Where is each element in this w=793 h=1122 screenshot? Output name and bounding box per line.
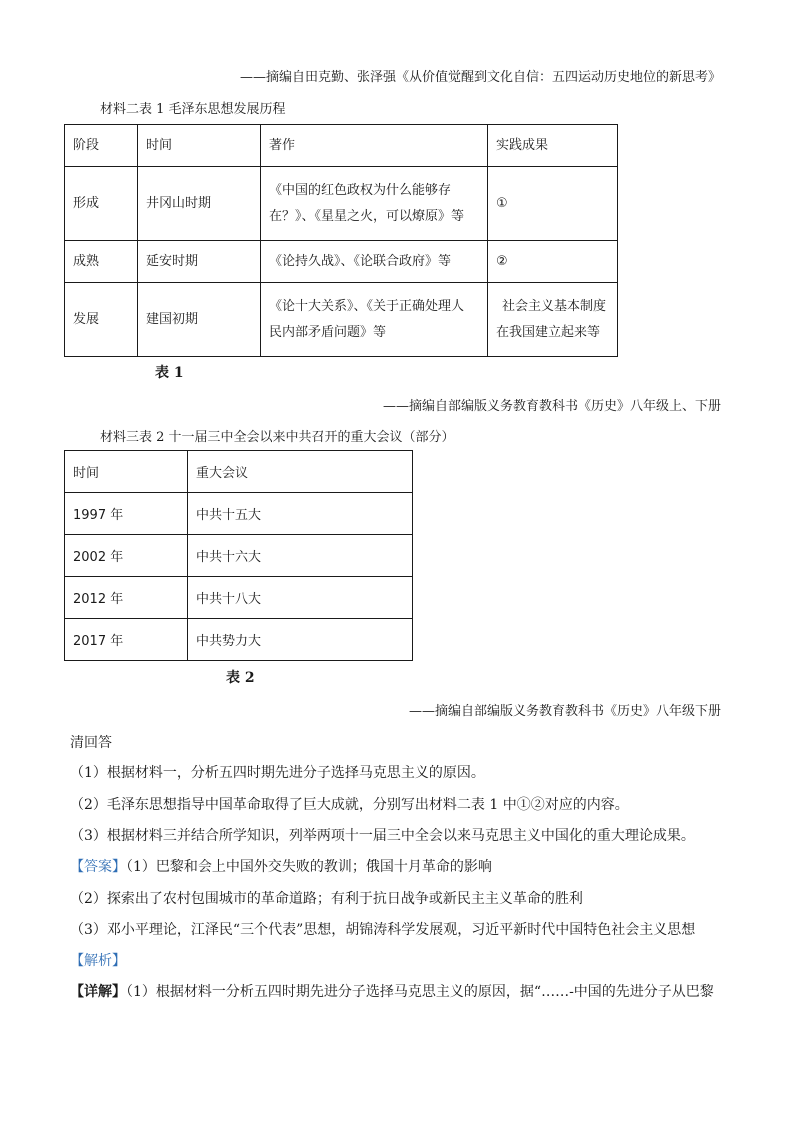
detail-tag: 【详解】 bbox=[70, 984, 126, 1000]
answer-3: （3）邓小平理论，江泽民“三个代表”思想，胡锦涛科学发展观，习近平新时代中国特色社会主义思想 bbox=[70, 922, 696, 938]
table-row bbox=[65, 241, 618, 283]
table2-cell: 2017 年 bbox=[65, 619, 188, 661]
table1-cell: 建国初期 bbox=[138, 283, 261, 357]
table-row bbox=[65, 167, 618, 241]
answer-1: （1）巴黎和会上中国外交失败的教训；俄国十月革命的影响 bbox=[126, 859, 492, 875]
table1-header: 时间 bbox=[138, 125, 261, 167]
answer-tag: 【答案】 bbox=[70, 859, 126, 875]
table1-cell: 发展 bbox=[65, 283, 138, 357]
table1-cell: 社会主义基本制度 在我国建立起来等 bbox=[488, 283, 618, 357]
table1-cell: 形成 bbox=[65, 167, 138, 241]
table2-label: 表 2 bbox=[226, 670, 255, 686]
detail-text: （1）根据材料一分析五四时期先进分子选择马克思主义的原因，据“……-中国的先进分子从巴黎 bbox=[126, 984, 714, 1000]
table1-cell: 成熟 bbox=[65, 241, 138, 283]
table-row bbox=[65, 619, 413, 661]
table2-header-row bbox=[65, 451, 413, 493]
table2-cell: 中共十八大 bbox=[188, 577, 413, 619]
table1-header-row bbox=[65, 125, 618, 167]
table1-label: 表 1 bbox=[155, 365, 184, 381]
table-2 bbox=[64, 450, 413, 661]
table1-header: 实践成果 bbox=[488, 125, 618, 167]
table1-cell: 井冈山时期 bbox=[138, 167, 261, 241]
table1-cell: 《论持久战》、《论联合政府》等 bbox=[261, 241, 488, 283]
analysis-tag: 【解析】 bbox=[70, 953, 126, 969]
table2-cell: 1997 年 bbox=[65, 493, 188, 535]
prompt-text: 清回答 bbox=[70, 735, 112, 751]
question-3: （3）根据材料三并结合所学知识，列举两项十一届三中全会以来马克思主义中国化的重大理论成果。 bbox=[70, 828, 695, 844]
table-row bbox=[65, 283, 618, 357]
table-1 bbox=[64, 124, 618, 357]
material2-caption: 材料二表 1 毛泽东思想发展历程 bbox=[100, 102, 286, 117]
detail-line bbox=[70, 981, 714, 1001]
table1-cell: ② bbox=[488, 241, 618, 283]
table2-cell: 2002 年 bbox=[65, 535, 188, 577]
question-1: （1）根据材料一，分析五四时期先进分子选择马克思主义的原因。 bbox=[70, 765, 485, 781]
table2-cell: 2012 年 bbox=[65, 577, 188, 619]
source-citation-3: ——摘编自部编版义务教育教科书《历史》八年级下册 bbox=[408, 704, 721, 719]
source-citation-1: ——摘编自田克勤、张泽强《从价值觉醒到文化自信：五四运动历史地位的新思考》 bbox=[239, 70, 721, 85]
table1-header: 阶段 bbox=[65, 125, 138, 167]
table2-cell: 中共十五大 bbox=[188, 493, 413, 535]
table-row bbox=[65, 535, 413, 577]
table-row bbox=[65, 577, 413, 619]
table2-cell: 中共势力大 bbox=[188, 619, 413, 661]
answer-1-line bbox=[70, 856, 492, 876]
question-2: （2）毛泽东思想指导中国革命取得了巨大成就，分别写出材料二表 1 中①②对应的内容。 bbox=[70, 797, 629, 813]
table1-cell: ① bbox=[488, 167, 618, 241]
table-row bbox=[65, 493, 413, 535]
table1-cell: 《论十大关系》、《关于正确处理人 民内部矛盾问题》等 bbox=[261, 283, 488, 357]
source-citation-2: ——摘编自部编版义务教育教科书《历史》八年级上、下册 bbox=[382, 399, 721, 414]
table2-header: 时间 bbox=[65, 451, 188, 493]
table1-header: 著作 bbox=[261, 125, 488, 167]
answer-2: （2）探索出了农村包围城市的革命道路；有利于抗日战争或新民主主义革命的胜利 bbox=[70, 891, 583, 907]
table1-cell: 《中国的红色政权为什么能够存 在？》、《星星之火，可以燎原》等 bbox=[261, 167, 488, 241]
table2-cell: 中共十六大 bbox=[188, 535, 413, 577]
table1-cell: 延安时期 bbox=[138, 241, 261, 283]
table2-header: 重大会议 bbox=[188, 451, 413, 493]
material3-caption: 材料三表 2 十一届三中全会以来中共召开的重大会议（部分） bbox=[100, 430, 455, 445]
